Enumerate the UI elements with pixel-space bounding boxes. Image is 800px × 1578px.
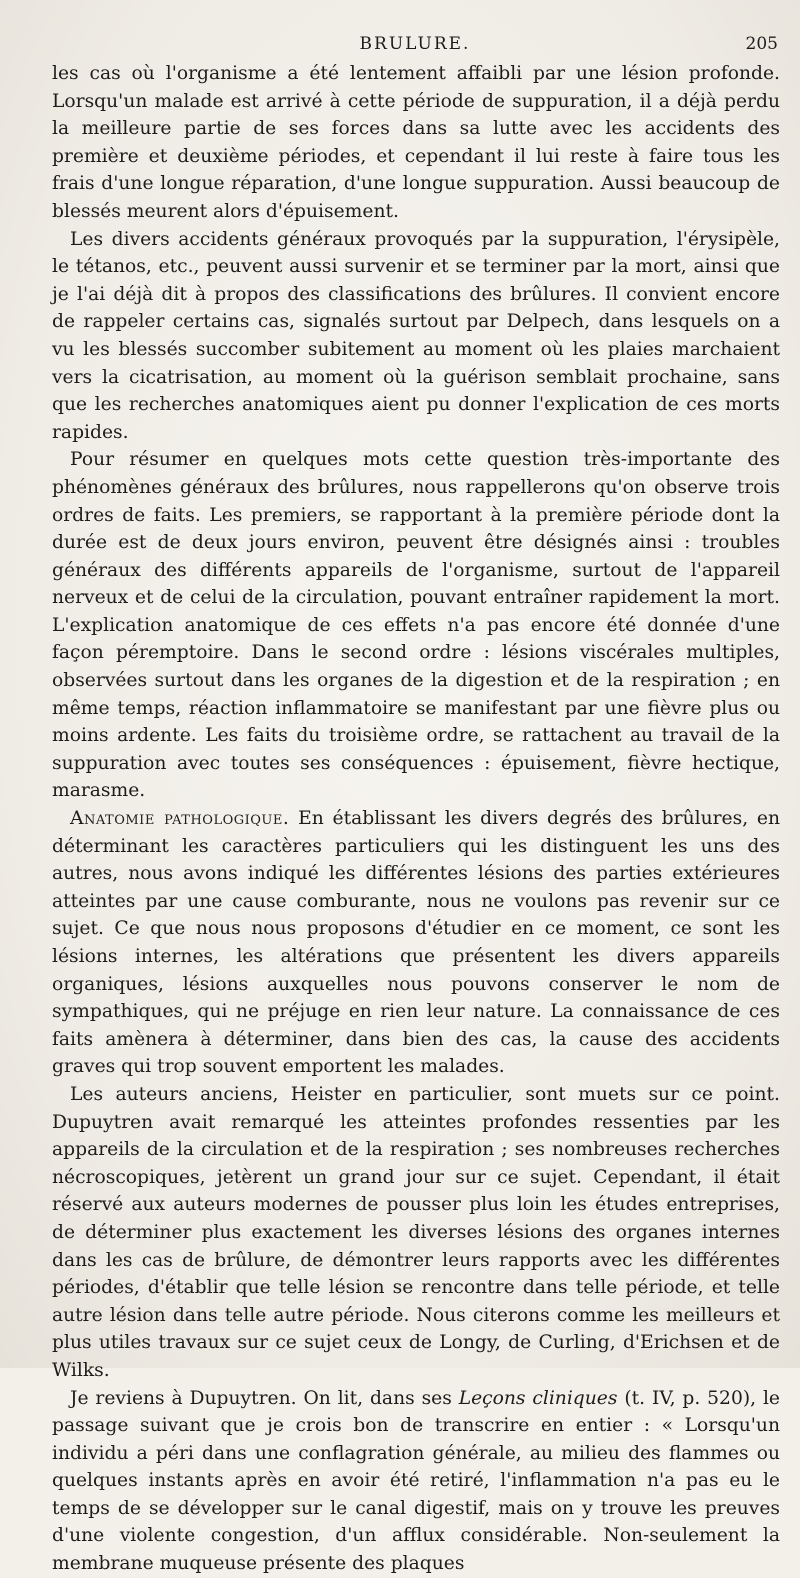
book-title: Leçons cliniques <box>458 1387 618 1409</box>
paragraph-2: Les divers accidents généraux provoqués par la suppuration, l'érysipèle, le tétanos, etc., peuvent aussi survenir et se terminer par la mort, ainsi que je l'ai déjà dit à propos des classifications des brûlures. Il convient encore de rappeler certains cas, signalés surtout par Delpech, dans lesquels on a vu les blessés succomber subitement au moment où les plaies marchaient vers la cicatrisation, au moment où la guérison semblait prochaine, sans que les recherches anatomiques aient pu donner l'explication de ces morts rapides. <box>52 228 780 443</box>
page-header <box>52 30 778 58</box>
body-text <box>52 60 780 1578</box>
paragraph-1: les cas où l'organisme a été lentement affaibli par une lésion profonde. Lorsqu'un malade est arrivé à cette période de suppuration, il a déjà perdu la meilleure partie de ses forces dans sa lutte avec les accidents des première et deuxième périodes, et cependant il lui reste à faire tous les frais d'une longue réparation, d'une longue suppuration. Aussi beaucoup de blessés meurent alors d'épuisement. <box>52 63 780 222</box>
paragraph-6-after: (t. IV, p. 520), le passage suivant que je crois bon de transcrire en entier : « Lorsqu'un individu a péri dans une conflagration générale, au milieu des flammes ou quelques instants après en avoir été retiré, l'inflammation n'a pas eu le temps de se développer sur le canal digestif, mais on y trouve les preuves d'une violente congestion, d'un afflux considérable. Non-seulement la membrane muqueuse présente des plaques <box>52 1387 780 1575</box>
running-title: BRULURE. <box>359 34 471 54</box>
paragraph-4-text: En établissant les divers degrés des brûlures, en déterminant les caractères particuliers qui les distinguent les uns des autres, nous avons indiqué les différentes lésions des parties extérieures atteintes par une cause comburante, nous ne voulons pas revenir sur ce sujet. Ce que nous nous proposons d'étudier en ce moment, ce sont les lésions internes, les altérations que présentent les divers appareils organiques, lésions auxquelles nous pouvons conserver le nom de sympathiques, qui ne préjuge en rien leur nature. La connaissance de ces faits amènera à déterminer, dans bien des cas, la cause des accidents graves qui trop souvent emportent les malades. <box>52 808 780 1078</box>
paragraph-6-before: Je reviens à Dupuytren. On lit, dans ses <box>70 1387 459 1409</box>
paragraph-4 <box>52 805 780 1081</box>
page-number: 205 <box>745 34 778 54</box>
paragraph-3: Pour résumer en quelques mots cette question très-importante des phénomènes généraux des brûlures, nous rappellerons qu'on observe trois ordres de faits. Les premiers, se rapportant à la première période dont la durée est de deux jours environ, peuvent être désignés ainsi : troubles généraux des différents appareils de l'organisme, surtout de l'appareil nerveux et de celui de la circulation, pouvant entraîner rapidement la mort. L'explication anatomique de ces effets n'a pas encore été donnée d'une façon péremptoire. Dans le second ordre : lésions viscérales multiples, observées surtout dans les organes de la digestion et de la respiration ; en même temps, réaction inflammatoire se manifestant par une fièvre plus ou moins ardente. Les faits du troisième ordre, se rattachent au travail de la suppuration avec toutes ses conséquences : épuisement, fièvre hectique, marasme. <box>52 449 780 802</box>
section-heading: Anatomie pathologique. <box>70 808 290 830</box>
paragraph-5: Les auteurs anciens, Heister en particulier, sont muets sur ce point. Dupuytren avait remarqué les atteintes profondes ressenties par les appareils de la circulation et de la respiration ; ses nombreuses recherches nécroscopiques, jetèrent un grand jour sur ce sujet. Cependant, il était réservé aux auteurs modernes de pousser plus loin les études entreprises, de déterminer plus exactement les diverses lésions des organes internes dans les cas de brûlure, de démontrer leurs rapports avec les différentes périodes, d'établir que telle lésion se rencontre dans telle période, et telle autre lésion dans telle autre période. Nous citerons comme les meilleurs et plus utiles travaux sur ce sujet ceux de Longy, de Curling, d'Erichsen et de Wilks. <box>52 1083 780 1381</box>
paragraph-6 <box>52 1385 780 1578</box>
